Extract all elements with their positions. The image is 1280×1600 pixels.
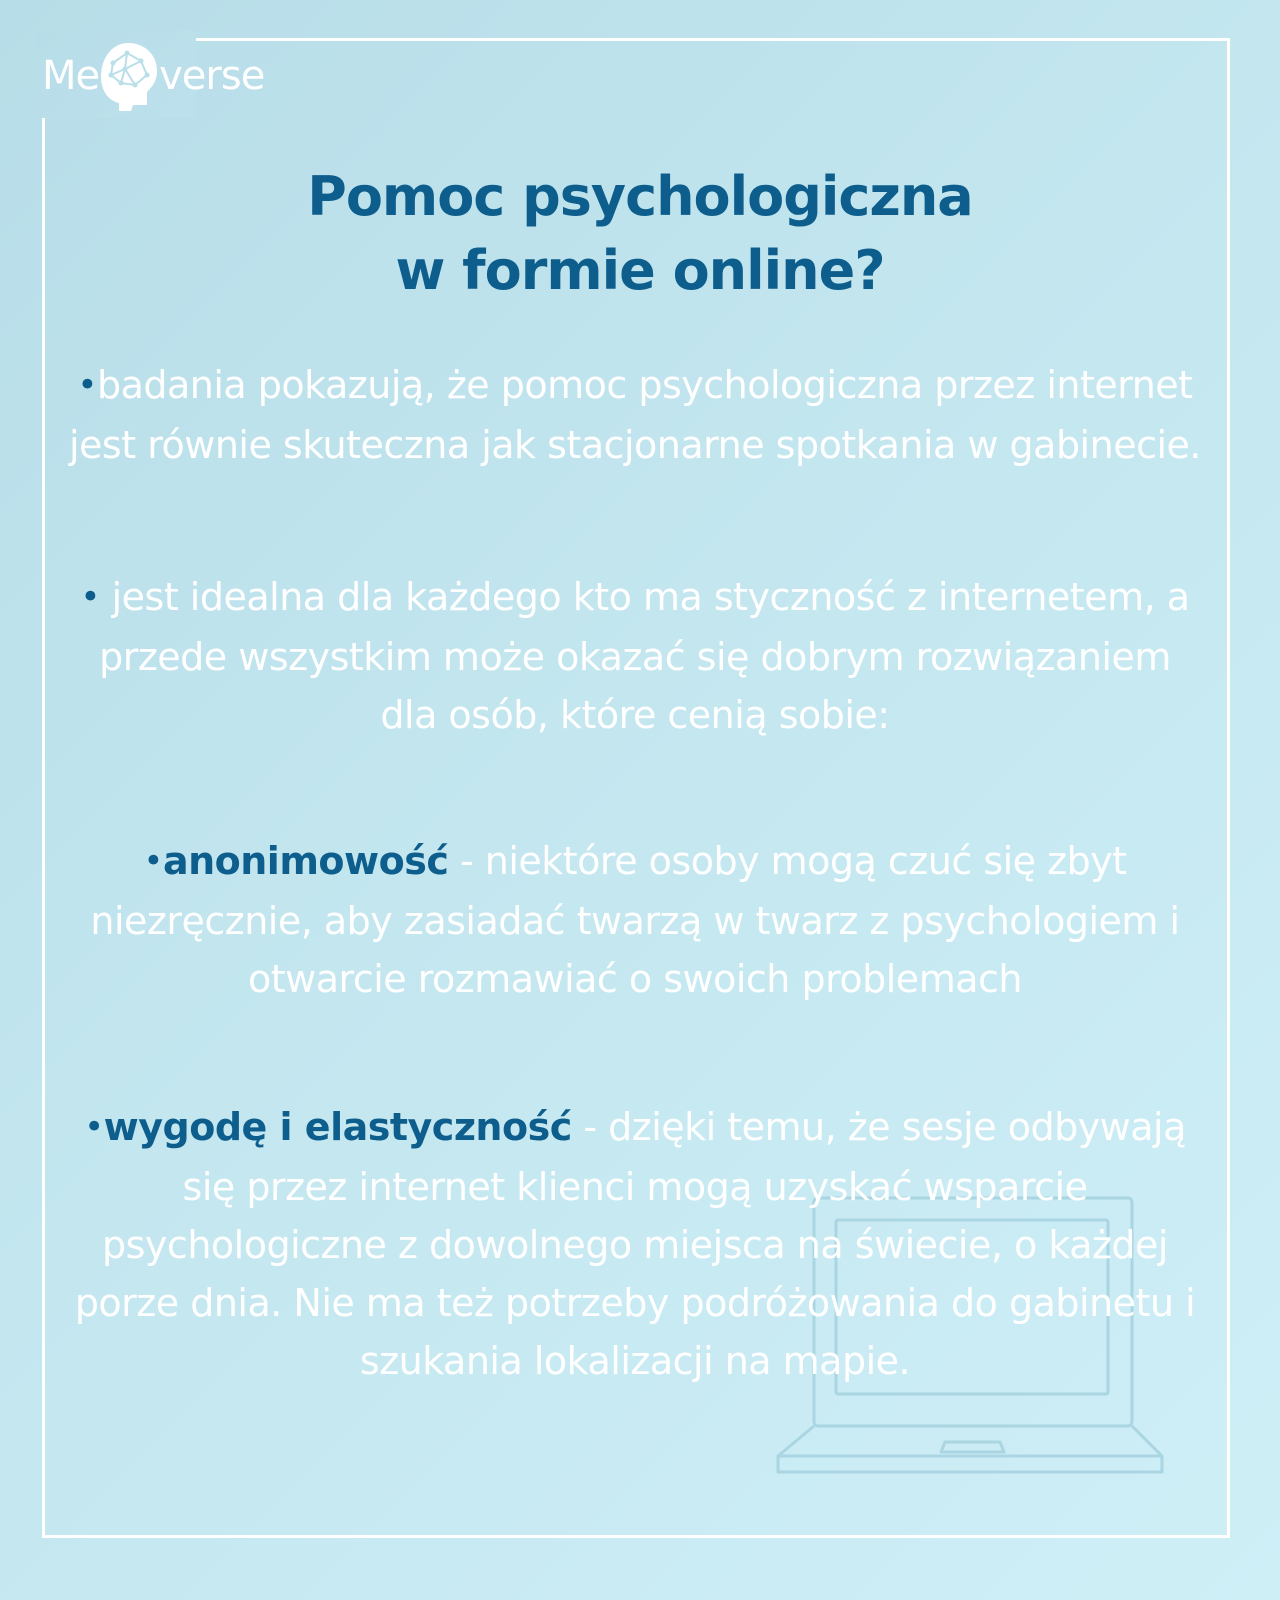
title-line-2: w formie online? [395, 239, 885, 302]
bullet-point: • [77, 365, 97, 405]
brand-name-right: verse [159, 53, 265, 99]
title-line-1: Pomoc psychologiczna [307, 165, 973, 228]
page-title [80, 160, 1200, 308]
paragraph-ideal [66, 568, 1204, 744]
anonymity-heading: anonimowość [162, 839, 449, 883]
bullet-point: • [84, 1107, 104, 1147]
anonymity-text: - niektóre osoby mogą czuć się zbyt niezręcznie, aby zasiadać twarzą w twarz z psychologiem i otwarcie rozmawiać o swoich problemach [90, 839, 1180, 1001]
paragraph-research [66, 356, 1204, 474]
paragraph-convenience [66, 1098, 1204, 1390]
paragraph-ideal-text: jest idealna dla każdego kto ma styczność z internetem, a przede wszystkim może okazać się dobrym rozwiązaniem dla osób, które cenią sobie: [99, 575, 1190, 737]
paragraph-research-text: badania pokazują, że pomoc psychologiczna przez internet jest równie skuteczna jak stacjonarne spotkania w gabinecie. [68, 363, 1201, 467]
convenience-text: - dzięki temu, że sesje odbywają się przez internet klienci mogą uzyskać wsparcie psychologiczne z dowolnego miejsca na świecie, o każdej porze dnia. Nie ma też potrzeby podróżowania do gabinetu i szukania lokalizacji na mapie. [74, 1105, 1196, 1383]
bullet-point: • [80, 577, 100, 617]
bullet-point: • [143, 841, 163, 881]
brain-logo-icon [95, 39, 161, 113]
paragraph-anonymity [66, 832, 1204, 1008]
brand-name-left: Me [42, 53, 100, 99]
convenience-heading: wygodę i elastyczność [103, 1105, 572, 1149]
brand-logo [42, 36, 264, 116]
